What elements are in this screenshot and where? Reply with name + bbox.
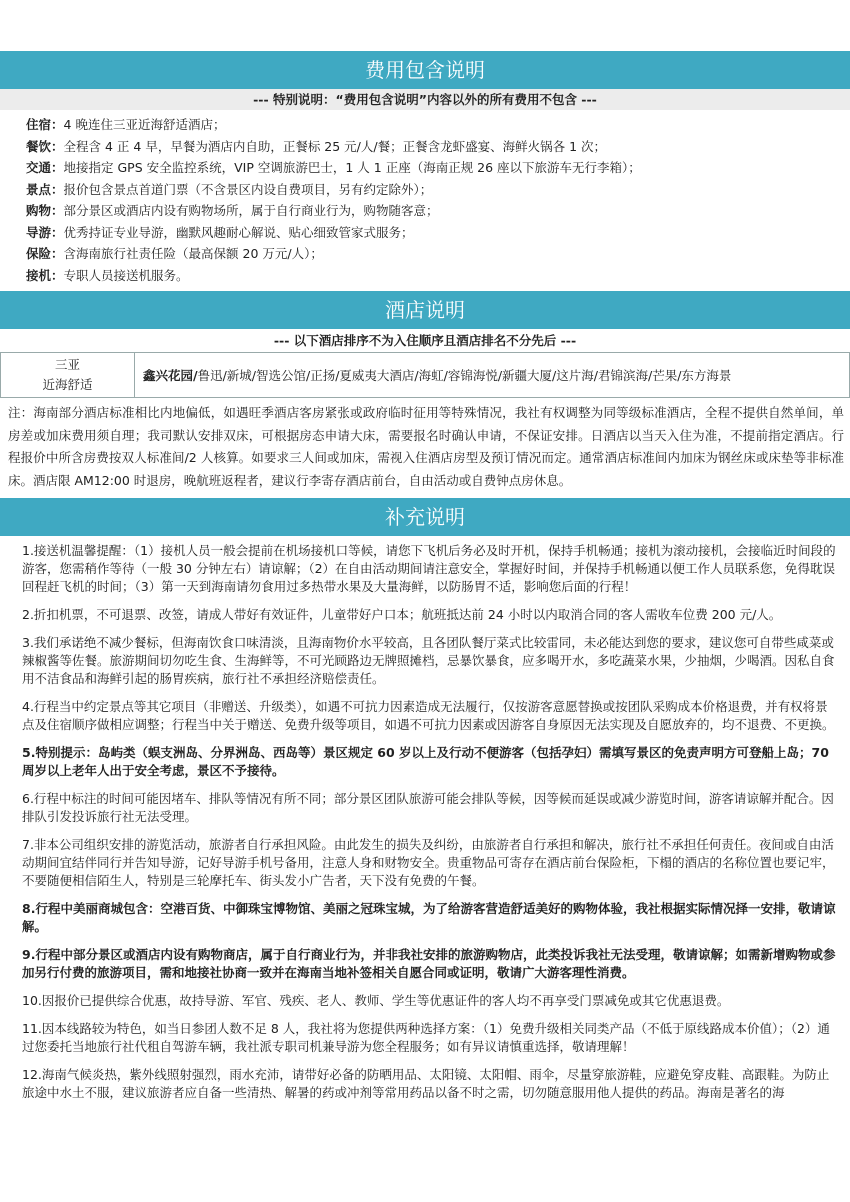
supp-item: 10.因报价已提供综合优惠，故持导游、军官、残疾、老人、教师、学生等优惠证件的客人均不再享受门票减免或其它优惠退费。 [22, 993, 730, 1008]
supp-item: 1.接送机温馨提醒：（1）接机人员一般会提前在机场接机口等候，请您下飞机后务必及时开机，保持手机畅通；接机为滚动接机，会接临近时间段的游客，您需稍作等待（一般 30 分钟左右）请谅解；（2）在自由活动期间请注意安全，掌握好时间，并保持手机畅通以便工作人员联系您，免得耽误回程赶飞机的时间；（3）第一天到海南请勿食用过多热带水果及大量海鲜，以防肠胃不适，影响您后面的行程！ [22, 543, 836, 594]
cost-item-label: 景点： [26, 181, 64, 197]
hotel-first: 鑫兴花园/ [143, 368, 198, 383]
cost-item [26, 157, 850, 179]
supp-item: 9.行程中部分景区或酒店内设有购物商店，属于自行商业行为，并非我社安排的旅游购物店，此类投诉我社无法受理，敬请谅解；如需新增购物或参加另行付费的旅游项目，需和地接社协商一致并在海南当地补签相关自愿合同或证明，敬请广大游客理性消费。 [22, 947, 836, 980]
hotel-notice: --- 以下酒店排序不为入住顺序且酒店排名不分先后 --- [0, 329, 850, 352]
cost-item-text: 部分景区或酒店内设有购物场所，属于自行商业行为，购物随客意； [63, 203, 439, 218]
cost-item-text: 4 晚连住三亚近海舒适酒店； [63, 117, 226, 132]
cost-item-label: 购物： [26, 203, 64, 218]
cost-item-label: 保险： [26, 246, 64, 261]
hotel-row [1, 353, 850, 398]
cost-item-text: 地接指定 GPS 安全监控系统，VIP 空调旅游巴士，1 人 1 正座（海南正规 26 座以下旅游车无行李箱）； [63, 160, 641, 175]
cost-item [26, 200, 850, 222]
supp-item: 3.我们承诺绝不减少餐标，但海南饮食口味清淡，且海南物价水平较高，且各团队餐厅菜式比较雷同，未必能达到您的要求，建议您可自带些咸菜或辣椒酱等佐餐。旅游期间切勿吃生食、生海鲜等，不可光顾路边无牌照摊档，忌暴饮暴食，应多喝开水，多吃蔬菜水果，少抽烟，少喝酒。因私自食用不洁食品和海鲜引起的肠胃疾病，旅行社不承担经济赔偿责任。 [22, 635, 835, 686]
supp-items-list [0, 536, 850, 1102]
hotel-note: 注：海南部分酒店标准相比内地偏低，如遇旺季酒店客房紧张或政府临时征用等特殊情况，我社有权调整为同等级标准酒店，全程不提供自然单间，单房差或加床费用须自理；我司默认安排双床，可根据房态申请大床，需要报名时确认申请，不保证安排。日酒店以当天入住为准，不提前指定酒店。行程报价中所含房费按双人标准间/2 人核算。如要求三人间或加床，需视入住酒店房型及预订情况而定。通常酒店标准间内加床为钢丝床或床垫等非标准床。酒店限 AM12:00 时退房，晚航班返程者，建议行李寄存酒店前台，自由活动或自费钟点房休息。 [8, 405, 844, 488]
cost-item-text: 优秀持证专业导游，幽默风趣耐心解说、贴心细致管家式服务； [63, 224, 414, 240]
hotel-section-title: 酒店说明 [0, 291, 850, 329]
supp-item: 4.行程当中约定景点等其它项目（非赠送、升级类），如遇不可抗力因素造成无法履行，仅按游客意愿替换或按团队采购成本价格退费，并有权将景点及住宿顺序做相应调整；行程当中关于赠送、免费升级等项目，如遇不可抗力因素或因游客自身原因无法实现及自愿放弃的，均不退费、不更换。 [22, 699, 835, 732]
cost-item-label: 导游： [26, 224, 64, 240]
hotel-others: 鲁迅/新城/智选公馆/正扬/夏威夷大酒店/海虹/容锦海悦/新疆大厦/这片海/君锦滨海/芒果/东方海景 [197, 368, 732, 383]
cost-item [26, 243, 850, 265]
cost-section-title: 费用包含说明 [0, 51, 850, 89]
cost-item [26, 179, 850, 201]
supp-item: 8.行程中美丽商城包含：空港百货、中御珠宝博物馆、美丽之冠珠宝城，为了给游客营造舒适美好的购物体验，我社根据实际情况择一安排，敬请谅解。 [22, 901, 836, 934]
hotel-grade: 近海舒适 [42, 377, 93, 392]
cost-item [26, 222, 850, 244]
supp-item: 6.行程中标注的时间可能因堵车、排队等情况有所不同；部分景区团队旅游可能会排队等候，因等候而延误或减少游览时间，游客请谅解并配合。因排队引发投诉旅行社无法受理。 [22, 791, 834, 824]
cost-item [26, 265, 850, 287]
hotel-list-cell [135, 353, 850, 398]
cost-item-label: 交通： [26, 160, 64, 175]
cost-item [26, 114, 850, 136]
cost-item [26, 136, 850, 158]
cost-item-text: 报价包含景点首道门票（不含景区内设自费项目，另有约定除外）； [63, 181, 433, 197]
cost-items-list [0, 110, 850, 286]
cost-notice: --- 特别说明：“费用包含说明”内容以外的所有费用不包含 --- [0, 89, 850, 110]
cost-item-text: 全程含 4 正 4 早，早餐为酒店内自助，正餐标 25 元/人/餐；正餐含龙虾盛宴、海鲜火锅各 1 次； [63, 138, 606, 154]
supp-item: 7.非本公司组织安排的游览活动，旅游者自行承担风险。由此发生的损失及纠纷，由旅游者自行承担和解决，旅行社不承担任何责任。夜间或自由活动期间宜结伴同行并告知导游，记好导游手机号备用，注意人身和财物安全。贵重物品可寄存在酒店前台保险柜，下榻的酒店的名称位置也要记牢，不要随便相信陌生人，特别是三轮摩托车、街头发小广告者，天下没有免费的午餐。 [22, 837, 835, 888]
cost-item-text: 专职人员接送机服务。 [63, 267, 189, 283]
supp-item: 2.折扣机票，不可退票、改签，请成人带好有效证件，儿童带好户口本；航班抵达前 24 小时以内取消合同的客人需收车位费 200 元/人。 [22, 607, 782, 622]
cost-item-label: 接机： [26, 267, 64, 283]
cost-item-label: 餐饮： [26, 138, 64, 154]
supp-item: 11.因本线路较为特色，如当日参团人数不足 8 人，我社将为您提供两种选择方案：（1）免费升级相关同类产品（不低于原线路成本价值）；（2）通过您委托当地旅行社代租自驾游车辆，我社派专职司机兼导游为您全程服务；如有异议请慎重选择，敬请理解！ [22, 1021, 830, 1054]
supp-item: 5.特别提示：岛屿类（蜈支洲岛、分界洲岛、西岛等）景区规定 60 岁以上及行动不便游客（包括孕妇）需填写景区的免责声明方可登船上岛；70 周岁以上老年人出于安全考虑，景区不予接待。 [22, 745, 829, 778]
cost-item-text: 含海南旅行社责任险（最高保额 20 万元/人）； [63, 246, 323, 261]
cost-item-label: 住宿： [26, 117, 64, 132]
hotel-city-cell [1, 353, 135, 398]
hotel-city: 三亚 [54, 357, 80, 372]
hotel-table [0, 352, 850, 398]
supp-section-title: 补充说明 [0, 498, 850, 536]
supp-item: 12.海南气候炎热，紫外线照射强烈，雨水充沛，请带好必备的防晒用品、太阳镜、太阳帽、雨伞，尽量穿旅游鞋，应避免穿皮鞋、高跟鞋。为防止旅途中水土不服，建议旅游者应自备一些清热、解暑的药或冲剂等常用药品以备不时之需，切勿随意服用他人提供的药品。海南是著名的海 [22, 1067, 830, 1100]
